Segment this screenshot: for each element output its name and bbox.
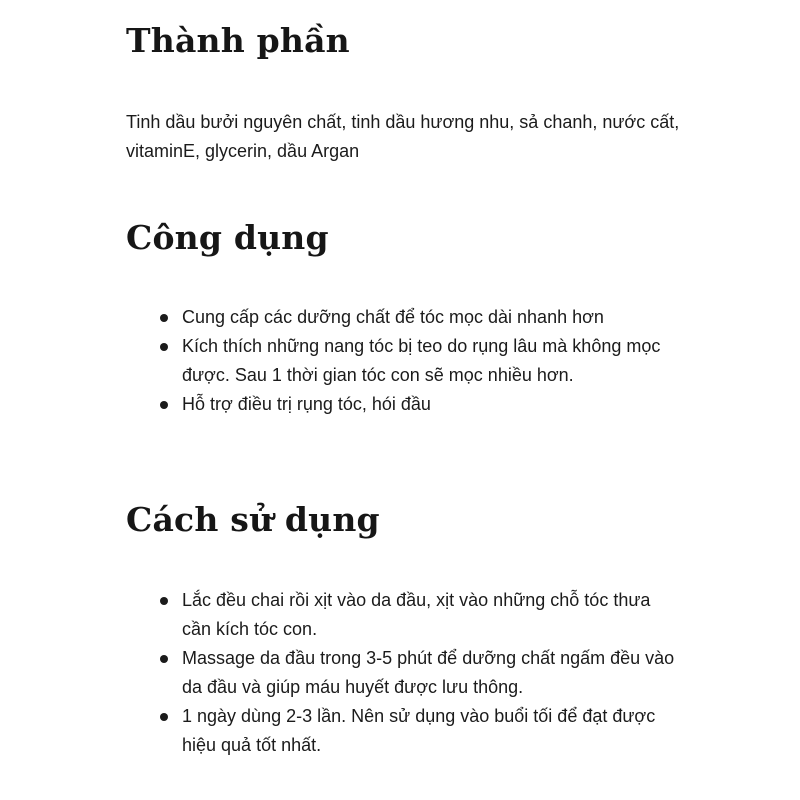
list-item	[160, 702, 680, 760]
uses-list	[160, 303, 680, 419]
list-item	[160, 586, 680, 644]
uses-heading: Công dụng	[126, 218, 329, 257]
bullet-icon	[160, 343, 168, 351]
list-item-text: Massage da đầu trong 3-5 phút để dưỡng chất ngấm đều vào da đầu và giúp máu huyết được lưu thông.	[182, 648, 675, 697]
list-item-text: Lắc đều chai rồi xịt vào da đầu, xịt vào những chỗ tóc thưa cần kích tóc con.	[182, 590, 651, 639]
list-item	[160, 303, 680, 332]
list-item-text: Kích thích những nang tóc bị teo do rụng lâu mà không mọc được. Sau 1 thời gian tóc con sẽ mọc nhiều hơn.	[182, 336, 661, 385]
bullet-icon	[160, 401, 168, 409]
howto-heading: Cách sử dụng	[126, 500, 380, 539]
list-item-text: Hỗ trợ điều trị rụng tóc, hói đầu	[182, 394, 431, 414]
list-item	[160, 332, 680, 390]
list-item-text: 1 ngày dùng 2-3 lần. Nên sử dụng vào buổi tối để đạt được hiệu quả tốt nhất.	[182, 706, 656, 755]
ingredients-text: Tinh dầu bưởi nguyên chất, tinh dầu hương nhu, sả chanh, nước cất, vitaminE, glycerin, dầu Argan	[126, 112, 680, 161]
list-item	[160, 644, 680, 702]
bullet-icon	[160, 597, 168, 605]
bullet-icon	[160, 314, 168, 322]
bullet-icon	[160, 713, 168, 721]
list-item-text: Cung cấp các dưỡng chất để tóc mọc dài nhanh hơn	[182, 307, 604, 327]
ingredients-heading: Thành phần	[126, 21, 350, 60]
list-item	[160, 390, 680, 419]
bullet-icon	[160, 655, 168, 663]
howto-list	[160, 586, 680, 760]
